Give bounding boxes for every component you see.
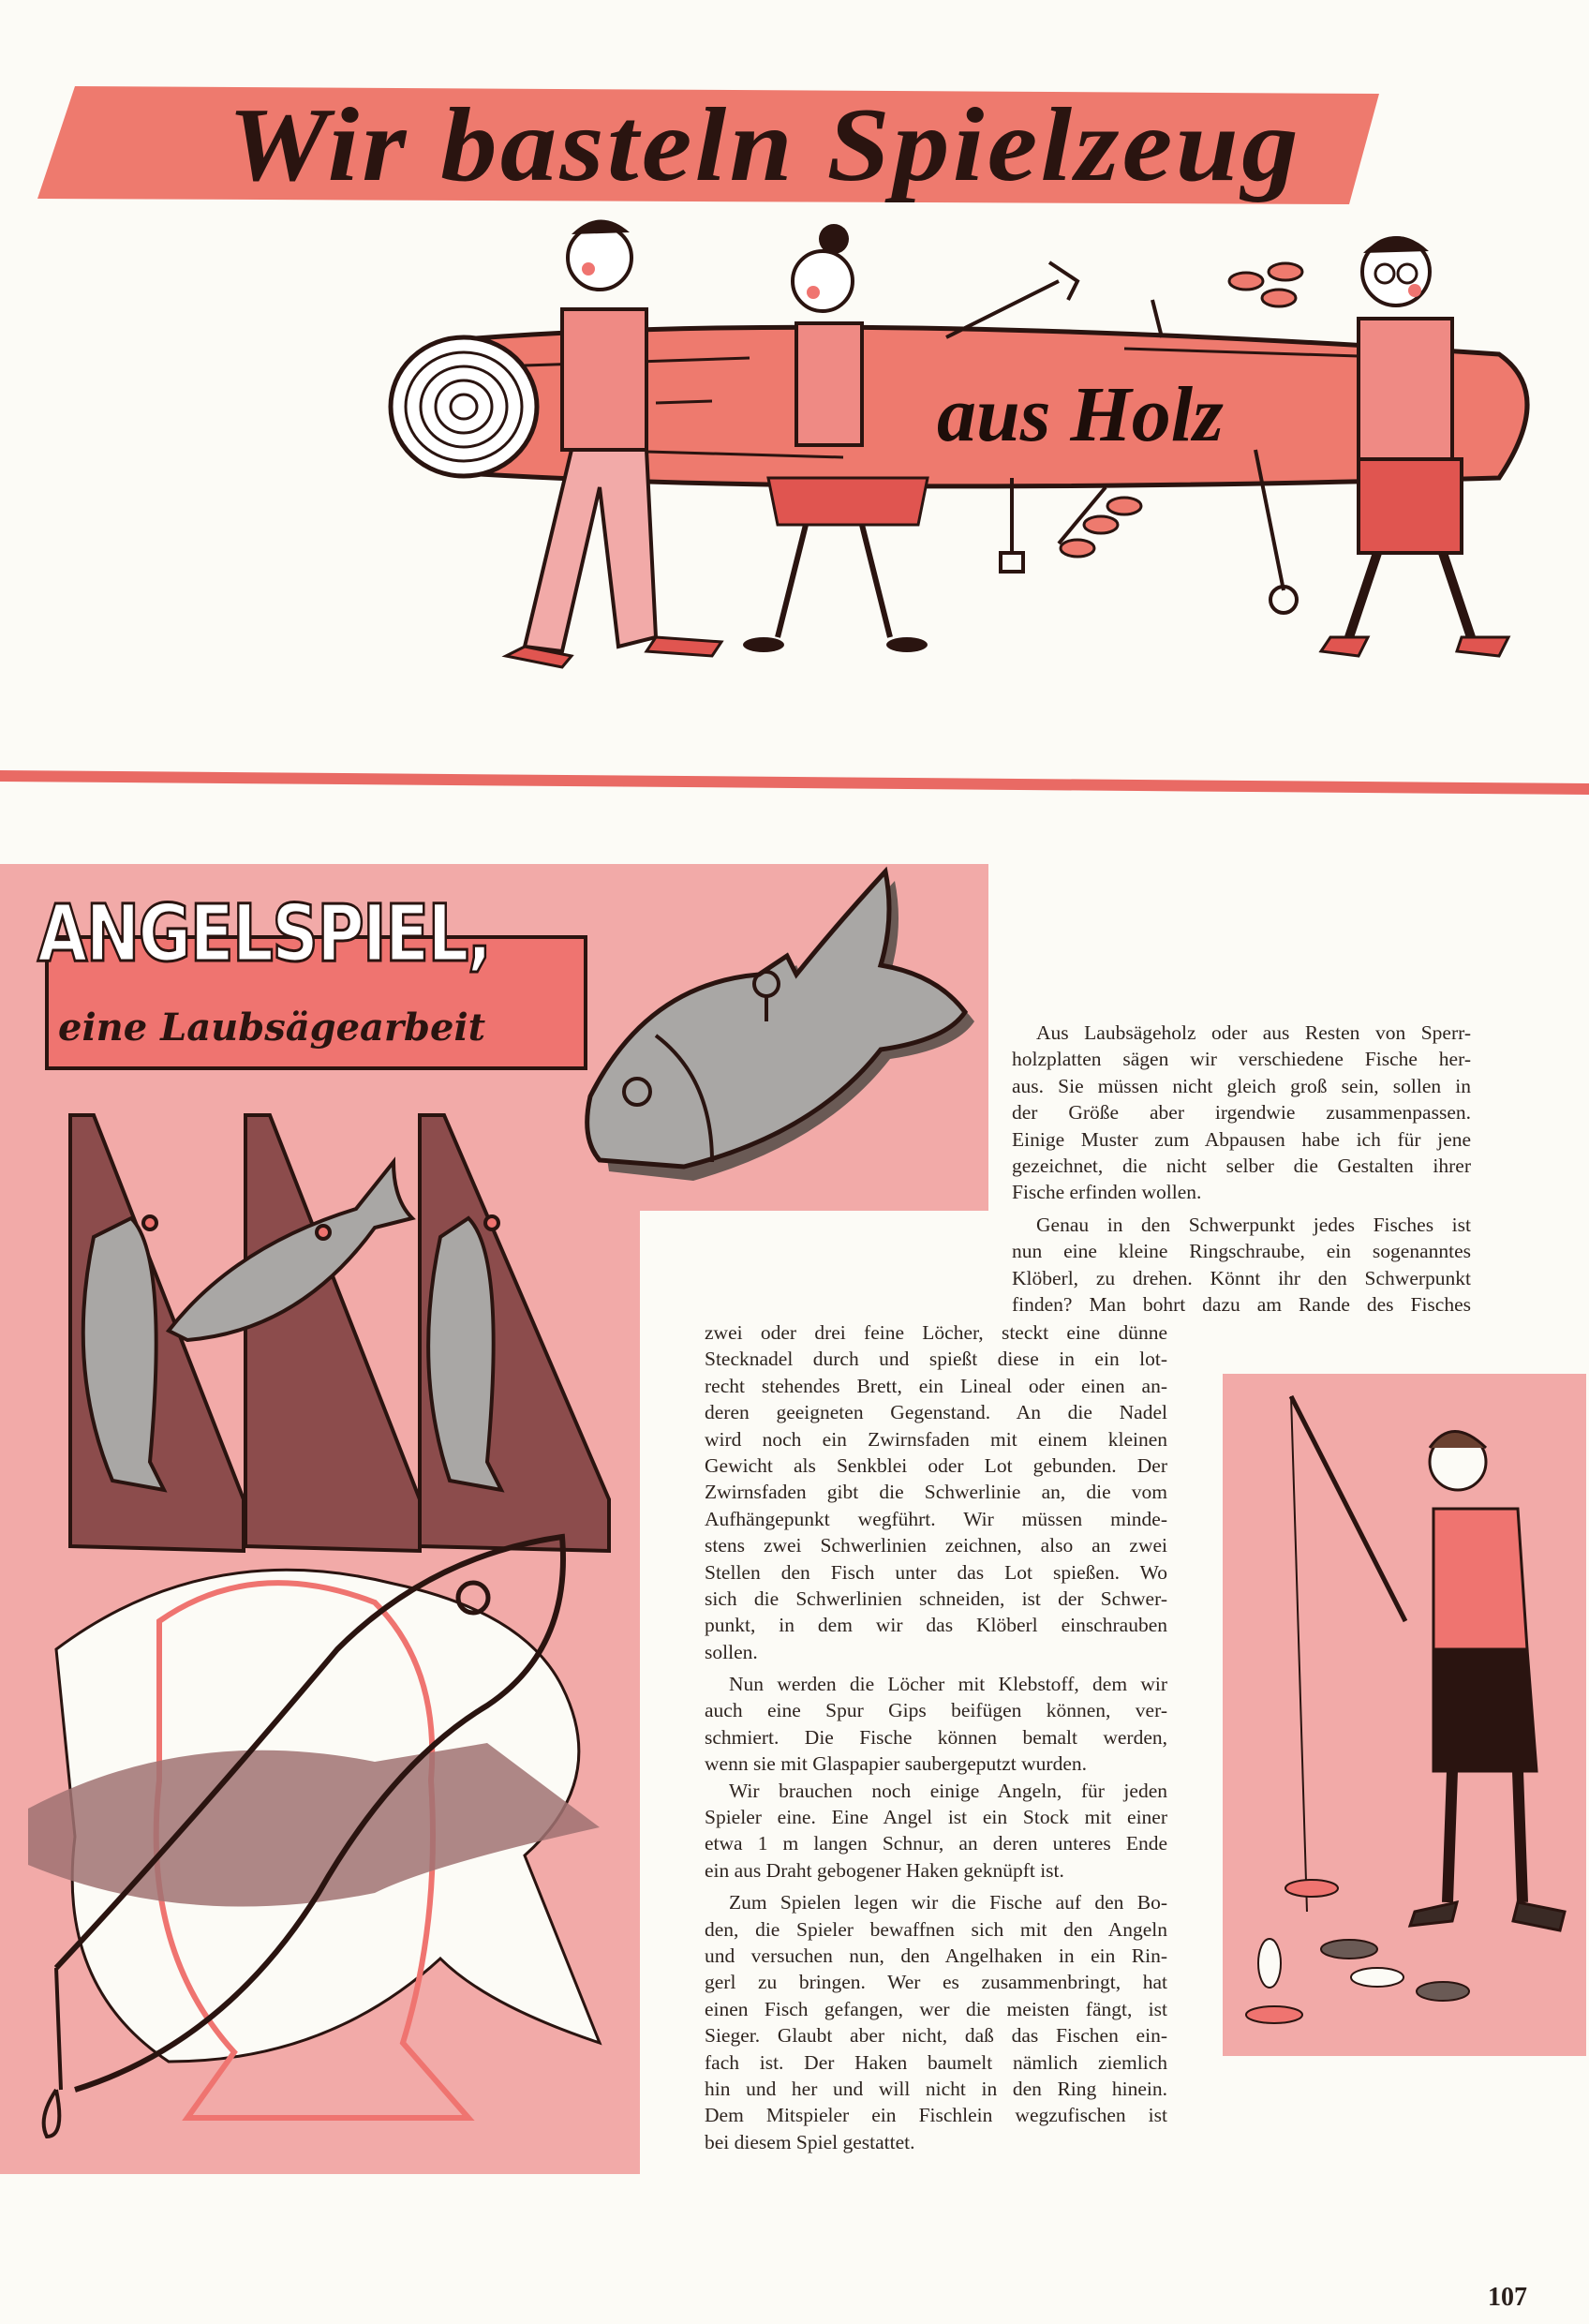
text-line: Genau in den Schwerpunkt jedes Fisches ist xyxy=(1036,1213,1471,1236)
text-line: recht stehendes Brett, ein Lineal oder einen an- xyxy=(705,1374,1167,1397)
text-line: stens zwei Schwerlinien zeichnen, also an zwei xyxy=(705,1534,1167,1557)
text-line: sich die Schwerlinien schneiden, ist der Schwer- xyxy=(705,1587,1167,1610)
text-line: Fische erfinden wollen. xyxy=(1012,1181,1202,1204)
paragraph xyxy=(705,1778,1167,1885)
text-line: hin und her und will nicht in den Ring hinein. xyxy=(705,2077,1167,2100)
text-line: Klöberl, zu drehen. Könnt ihr den Schwerpunkt xyxy=(1012,1266,1471,1289)
text-line: Dem Mitspieler ein Fischlein wegzufischen ist xyxy=(705,2104,1167,2127)
paragraph xyxy=(1012,1212,1471,1318)
paragraph xyxy=(1012,1020,1471,1206)
text-line: wenn sie mit Glaspapier saubergeputzt wurden. xyxy=(705,1752,1087,1776)
paragraph xyxy=(705,1319,1167,1665)
text-line: deren geeigneten Gegenstand. An die Nadel xyxy=(705,1401,1167,1424)
text-line: aus. Sie müssen nicht gleich groß sein, sollen in xyxy=(1012,1074,1471,1097)
text-line: Gewicht als Senkblei oder Lot gebunden. Der xyxy=(705,1453,1167,1477)
text-line: Aufhängepunkt wegführt. Wir müssen minde- xyxy=(705,1507,1167,1530)
article-title: ANGELSPIEL, xyxy=(37,887,491,979)
text-line: nun eine kleine Ringschraube, ein sogenanntes xyxy=(1012,1240,1471,1263)
text-line: gerl zu bringen. Wer es zusammenbringt, hat xyxy=(705,1971,1167,1994)
text-line: Zum Spielen legen wir die Fische auf den Bo- xyxy=(729,1891,1167,1914)
article-column-2 xyxy=(705,1319,1167,2155)
text-line: sollen. xyxy=(705,1640,758,1663)
text-line: einen Fisch gefangen, wer die meisten fängt, ist xyxy=(705,1997,1167,2020)
article-subtitle: eine Laubsägearbeit xyxy=(58,1006,486,1050)
article-column-1 xyxy=(1012,1020,1471,1318)
text-line: Stecknadel durch und spießt diese in ein lot- xyxy=(705,1348,1167,1371)
page-title: Wir basteln Spielzeug xyxy=(228,87,1301,203)
text-line: Zwirnsfaden gibt die Schwerlinie an, die vom xyxy=(705,1481,1167,1504)
text-line: holzplatten sägen wir verschiedene Fische her- xyxy=(1012,1048,1471,1071)
page-number: 107 xyxy=(1488,2283,1527,2312)
text-line: Nun werden die Löcher mit Klebstoff, dem wir xyxy=(729,1673,1167,1696)
text-line: Wir brauchen noch einige Angeln, für jeden xyxy=(729,1779,1167,1802)
text-line: Aus Laubsägeholz oder aus Resten von Sperr- xyxy=(1036,1021,1471,1044)
text-line: etwa 1 m langen Schnur, an deren unteres Ende xyxy=(705,1832,1167,1855)
text-line: Spieler eine. Eine Angel ist ein Stock mit einer xyxy=(705,1806,1167,1829)
text-line: gezeichnet, die nicht selber die Gestalten ihrer xyxy=(1012,1154,1471,1177)
text-line: Sieger. Glaubt aber nicht, daß das Fischen ein- xyxy=(705,2024,1167,2048)
text-line: ein aus Draht gebogener Haken geknüpft ist. xyxy=(705,1858,1064,1882)
text-line: auch eine Spur Gips beifügen können, ver- xyxy=(705,1699,1167,1722)
text-line: fach ist. Der Haken baumelt nämlich ziemlich xyxy=(705,2050,1167,2074)
text-line: und versuchen nun, den Angelhaken in ein Rin- xyxy=(705,1944,1167,1967)
text-line: Einige Muster zum Abpausen habe ich für jene xyxy=(1012,1127,1471,1151)
text-line: bei diesem Spiel gestattet. xyxy=(705,2130,915,2153)
text-line: schmiert. Die Fische können bemalt werden, xyxy=(705,1725,1167,1749)
page-subtitle: aus Holz xyxy=(937,371,1224,458)
text-line: punkt, in dem wir das Klöberl einschrauben xyxy=(705,1614,1167,1637)
text-line: der Größe aber irgendwie zusammenpassen. xyxy=(1012,1101,1471,1125)
text-line: Stellen den Fisch unter das Lot spießen. Wo xyxy=(705,1560,1167,1584)
text-line: den, die Spieler bewaffnen sich mit den Angeln xyxy=(705,1917,1167,1941)
text-line: zwei oder drei feine Löcher, steckt eine dünne xyxy=(705,1321,1167,1344)
paragraph xyxy=(705,1671,1167,1778)
text-line: finden? Man bohrt dazu am Rande des Fisches xyxy=(1012,1292,1471,1316)
paragraph xyxy=(705,1889,1167,2155)
text-line: wird noch ein Zwirnsfaden mit einem kleinen xyxy=(705,1427,1167,1451)
